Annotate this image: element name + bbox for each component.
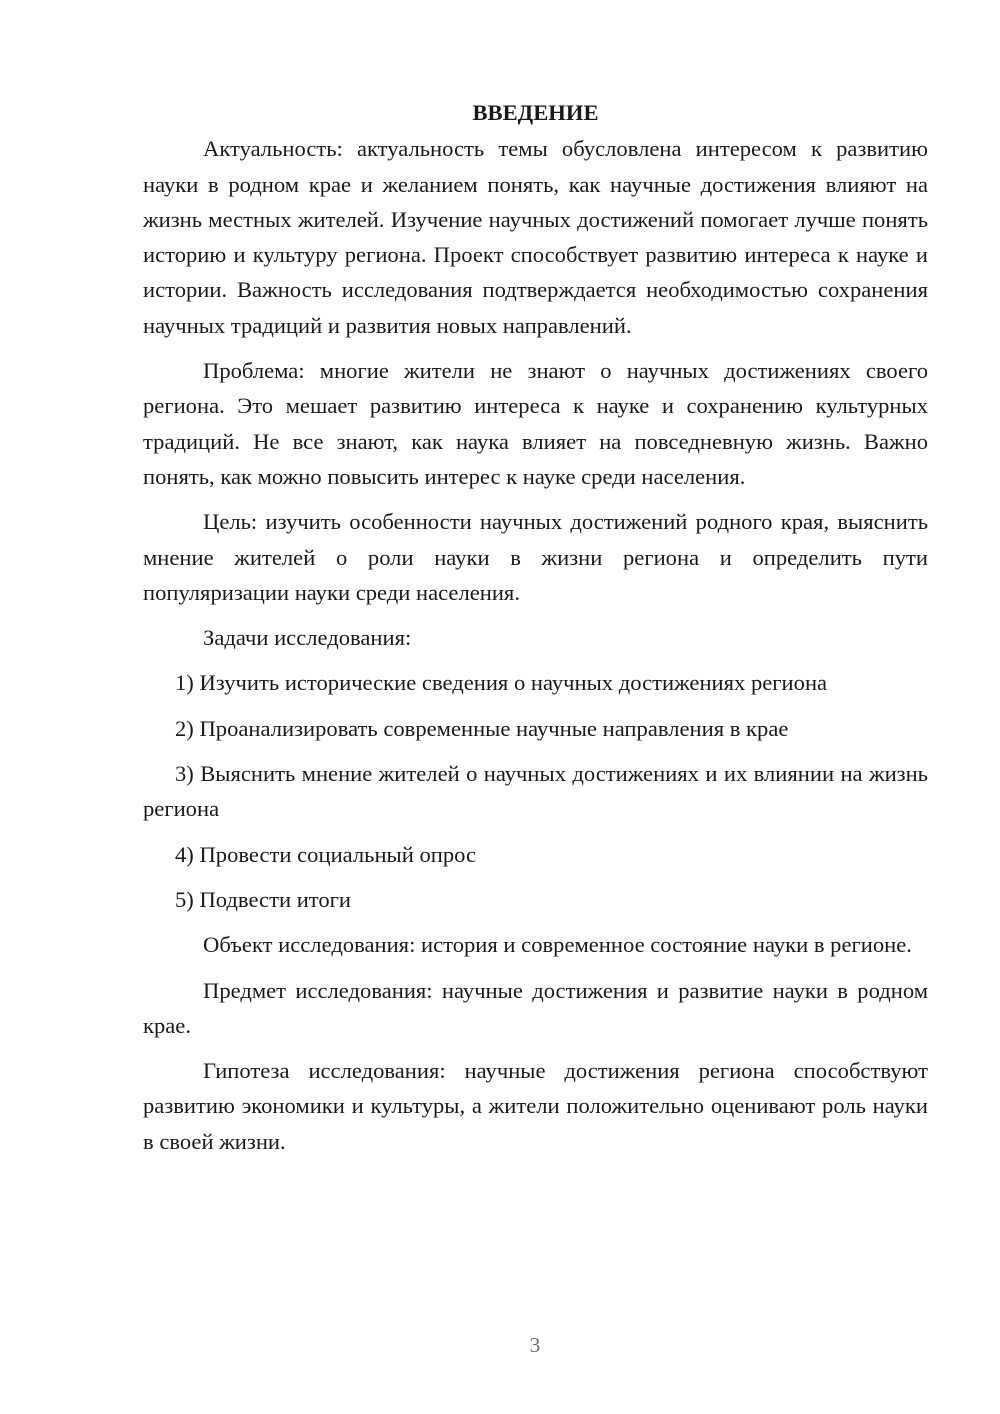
goal-paragraph: Цель: изучить особенности научных достижений родного края, выяснить мнение жителей о роли науки в жизни региона и определить пути популяризации науки среди населения. xyxy=(143,509,928,605)
page-content xyxy=(143,95,928,1169)
hypothesis-paragraph: Гипотеза исследования: научные достижения региона способствуют развитию экономики и культуры, а жители положительно оценивают роль науки в своей жизни. xyxy=(143,1058,928,1154)
page-number: 3 xyxy=(529,1333,541,1357)
problem-paragraph: Проблема: многие жители не знают о научных достижениях своего региона. Это мешает развитию интереса к науке и сохранению культурных традиций. Не все знают, как наука влияет на повседневную жизнь. Важно понять, как можно повысить интерес к науке среди населения. xyxy=(143,358,928,489)
task-item-4: 4) Провести социальный опрос xyxy=(175,841,477,867)
relevance-paragraph: Актуальность: актуальность темы обусловлена интересом к развитию науки в родном крае и желанием понять, как научные достижения влияют на жизнь местных жителей. Изучение научных достижений помогает лучше понять историю и культуру региона. Проект способствует развитию интереса к науке и истории. Важность исследования подтверждается необходимостью сохранения научных традиций и развития новых направлений. xyxy=(143,136,928,338)
task-item-3: 3) Выяснить мнение жителей о научных достижениях и их влиянии на жизнь региона xyxy=(143,761,928,822)
task-item-1: 1) Изучить исторические сведения о научных достижениях региона xyxy=(175,670,828,696)
tasks-title: Задачи исследования: xyxy=(203,625,412,651)
task-item-2: 2) Проанализировать современные научные направления в крае xyxy=(175,715,789,741)
object-paragraph: Объект исследования: история и современное состояние науки в регионе. xyxy=(203,932,912,958)
subject-paragraph: Предмет исследования: научные достижения и развитие науки в родном крае. xyxy=(143,977,928,1038)
task-item-5: 5) Подвести итоги xyxy=(175,886,352,912)
page-title: ВВЕДЕНИЕ xyxy=(472,100,599,125)
